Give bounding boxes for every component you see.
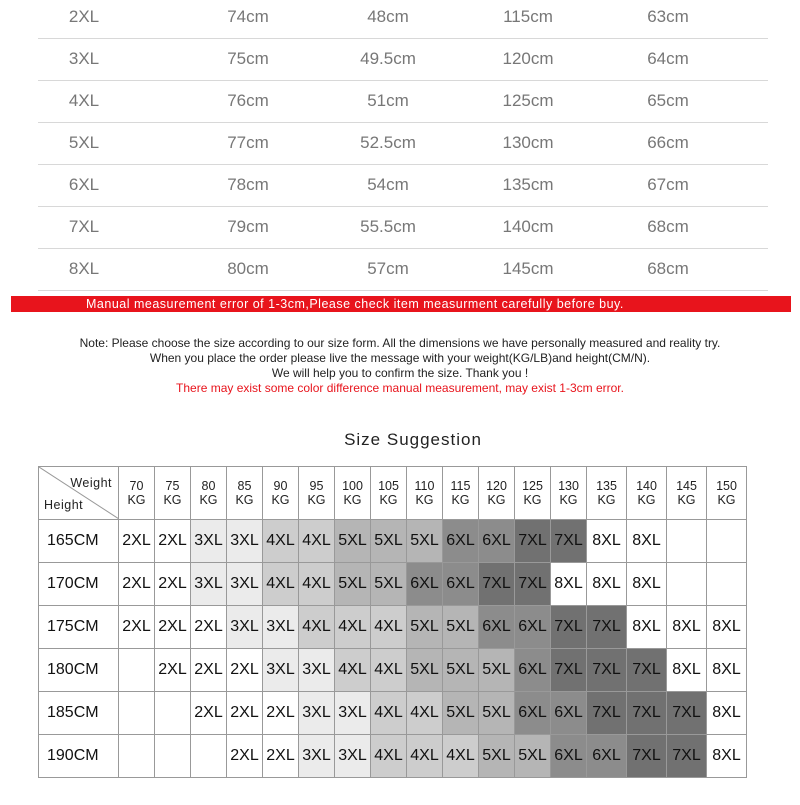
size-cell: 7XL bbox=[587, 692, 627, 735]
measurement-value: 120cm bbox=[502, 49, 554, 68]
size-cell: 7XL bbox=[627, 735, 667, 778]
weight-header: 110 KG bbox=[407, 467, 443, 520]
size-cell: 4XL bbox=[335, 649, 371, 692]
measurement-value: 54cm bbox=[367, 175, 409, 194]
size-cell: 7XL bbox=[667, 692, 707, 735]
size-cell: 3XL bbox=[227, 606, 263, 649]
height-row bbox=[39, 520, 747, 563]
row-divider bbox=[38, 290, 768, 291]
size-cell: 2XL bbox=[191, 649, 227, 692]
size-cell: 5XL bbox=[443, 692, 479, 735]
size-cell: 3XL bbox=[191, 563, 227, 606]
measurement-row bbox=[38, 123, 768, 165]
size-cell: 5XL bbox=[515, 735, 551, 778]
size-cell: 3XL bbox=[299, 735, 335, 778]
size-cell: 4XL bbox=[371, 692, 407, 735]
notes-block bbox=[0, 336, 800, 396]
weight-header: 140 KG bbox=[627, 467, 667, 520]
size-cell: 6XL bbox=[479, 606, 515, 649]
size-cell: 6XL bbox=[587, 735, 627, 778]
size-cell: 4XL bbox=[335, 606, 371, 649]
measurement-value: 79cm bbox=[227, 217, 269, 236]
weight-header: 90 KG bbox=[263, 467, 299, 520]
measurement-value: 145cm bbox=[502, 259, 554, 278]
measurement-size: 8XL bbox=[68, 259, 100, 278]
empty-cell bbox=[667, 563, 707, 606]
size-cell: 2XL bbox=[155, 563, 191, 606]
weight-header: 135 KG bbox=[587, 467, 627, 520]
size-cell: 3XL bbox=[227, 520, 263, 563]
size-cell: 4XL bbox=[263, 563, 299, 606]
measurement-value: 55.5cm bbox=[360, 217, 416, 236]
size-cell: 7XL bbox=[587, 649, 627, 692]
size-suggestion-title: Size Suggestion bbox=[344, 430, 482, 449]
size-cell: 5XL bbox=[443, 606, 479, 649]
measurement-value: 64cm bbox=[647, 49, 689, 68]
size-cell: 7XL bbox=[551, 520, 587, 563]
measurement-value: 52.5cm bbox=[360, 133, 416, 152]
measurement-value: 140cm bbox=[502, 217, 554, 236]
height-row bbox=[39, 649, 747, 692]
size-cell: 3XL bbox=[335, 692, 371, 735]
corner-height-label: Height bbox=[44, 498, 84, 512]
size-cell: 2XL bbox=[227, 649, 263, 692]
error-banner bbox=[11, 296, 791, 312]
size-cell: 6XL bbox=[479, 520, 515, 563]
weight-header: 95 KG bbox=[299, 467, 335, 520]
measurement-value: 135cm bbox=[502, 175, 554, 194]
measurement-value: 68cm bbox=[647, 217, 689, 236]
size-cell: 5XL bbox=[479, 692, 515, 735]
empty-cell bbox=[155, 692, 191, 735]
size-cell: 7XL bbox=[515, 520, 551, 563]
size-cell: 6XL bbox=[551, 735, 587, 778]
measurement-row bbox=[38, 81, 768, 123]
size-cell: 6XL bbox=[515, 606, 551, 649]
size-cell: 4XL bbox=[371, 606, 407, 649]
corner-weight-label: Weight bbox=[70, 476, 112, 490]
size-cell: 4XL bbox=[443, 735, 479, 778]
size-cell: 2XL bbox=[227, 692, 263, 735]
weight-header: 125 KG bbox=[515, 467, 551, 520]
measurement-value: 57cm bbox=[367, 259, 409, 278]
measurement-value: 115cm bbox=[503, 7, 553, 26]
size-cell: 5XL bbox=[407, 606, 443, 649]
size-cell: 5XL bbox=[371, 563, 407, 606]
size-cell: 2XL bbox=[155, 520, 191, 563]
measurement-value: 76cm bbox=[227, 91, 269, 110]
weight-header: 80 KG bbox=[191, 467, 227, 520]
empty-cell bbox=[707, 563, 747, 606]
size-cell: 3XL bbox=[191, 520, 227, 563]
measurement-row bbox=[38, 0, 768, 39]
size-cell: 3XL bbox=[263, 606, 299, 649]
height-row bbox=[39, 692, 747, 735]
size-cell: 8XL bbox=[707, 692, 747, 735]
size-cell: 6XL bbox=[515, 649, 551, 692]
size-cell: 4XL bbox=[407, 735, 443, 778]
measurement-row bbox=[38, 39, 768, 81]
size-cell: 2XL bbox=[119, 520, 155, 563]
size-cell: 3XL bbox=[335, 735, 371, 778]
size-cell: 6XL bbox=[407, 563, 443, 606]
size-cell: 8XL bbox=[587, 520, 627, 563]
size-cell: 4XL bbox=[299, 606, 335, 649]
size-cell: 5XL bbox=[479, 735, 515, 778]
size-cell: 4XL bbox=[299, 563, 335, 606]
weight-header: 105 KG bbox=[371, 467, 407, 520]
size-cell: 8XL bbox=[667, 649, 707, 692]
size-cell: 7XL bbox=[587, 606, 627, 649]
measurement-value: 78cm bbox=[227, 175, 269, 194]
size-cell: 5XL bbox=[335, 563, 371, 606]
empty-cell bbox=[119, 692, 155, 735]
size-cell: 8XL bbox=[587, 563, 627, 606]
size-cell: 3XL bbox=[299, 649, 335, 692]
size-cell: 6XL bbox=[551, 692, 587, 735]
measurement-value: 68cm bbox=[647, 259, 689, 278]
empty-cell bbox=[119, 735, 155, 778]
size-cell: 7XL bbox=[627, 649, 667, 692]
size-cell: 7XL bbox=[551, 606, 587, 649]
measurement-value: 65cm bbox=[647, 91, 689, 110]
size-cell: 5XL bbox=[407, 649, 443, 692]
note-line-1: Note: Please choose the size according to our size form. All the dimensions we have personally measured and reality try. bbox=[79, 336, 721, 350]
size-cell: 2XL bbox=[227, 735, 263, 778]
size-cell: 6XL bbox=[443, 520, 479, 563]
measurement-row bbox=[38, 207, 768, 249]
empty-cell bbox=[191, 735, 227, 778]
note-line-2: When you place the order please live the message with your weight(KG/LB)and height(CM/N). bbox=[149, 351, 651, 365]
size-cell: 5XL bbox=[335, 520, 371, 563]
size-cell: 3XL bbox=[227, 563, 263, 606]
height-row bbox=[39, 563, 747, 606]
size-cell: 7XL bbox=[667, 735, 707, 778]
weight-header: 150 KG bbox=[707, 467, 747, 520]
size-cell: 4XL bbox=[263, 520, 299, 563]
size-cell: 5XL bbox=[371, 520, 407, 563]
weight-header: 70 KG bbox=[119, 467, 155, 520]
size-cell: 7XL bbox=[551, 649, 587, 692]
height-label: 180CM bbox=[39, 649, 119, 692]
measurement-value: 125cm bbox=[502, 91, 554, 110]
measurement-value: 74cm bbox=[227, 7, 269, 26]
size-cell: 5XL bbox=[407, 520, 443, 563]
measurement-row bbox=[38, 249, 768, 291]
corner-header bbox=[39, 467, 119, 520]
size-cell: 2XL bbox=[119, 563, 155, 606]
empty-cell bbox=[119, 649, 155, 692]
measurement-value: 77cm bbox=[227, 133, 269, 152]
measurement-value: 48cm bbox=[367, 7, 409, 26]
size-cell: 2XL bbox=[191, 606, 227, 649]
height-label: 185CM bbox=[39, 692, 119, 735]
size-suggestion-table bbox=[38, 466, 747, 778]
error-banner-text: Manual measurement error of 1-3cm,Please check item measurment carefully before buy. bbox=[86, 297, 624, 311]
height-label: 170CM bbox=[39, 563, 119, 606]
size-cell: 2XL bbox=[191, 692, 227, 735]
measurement-value: 80cm bbox=[227, 259, 269, 278]
measurement-size: 6XL bbox=[68, 175, 100, 194]
height-label: 190CM bbox=[39, 735, 119, 778]
size-cell: 6XL bbox=[515, 692, 551, 735]
empty-cell bbox=[707, 520, 747, 563]
measurement-value: 63cm bbox=[647, 7, 689, 26]
size-cell: 7XL bbox=[479, 563, 515, 606]
weight-header: 120 KG bbox=[479, 467, 515, 520]
size-cell: 8XL bbox=[667, 606, 707, 649]
measurement-size: 3XL bbox=[68, 49, 100, 68]
size-cell: 2XL bbox=[155, 649, 191, 692]
size-cell: 2XL bbox=[263, 735, 299, 778]
size-cell: 2XL bbox=[119, 606, 155, 649]
size-cell: 6XL bbox=[443, 563, 479, 606]
weight-header: 115 KG bbox=[443, 467, 479, 520]
size-cell: 5XL bbox=[443, 649, 479, 692]
size-cell: 4XL bbox=[299, 520, 335, 563]
size-cell: 8XL bbox=[707, 606, 747, 649]
measurement-size: 7XL bbox=[68, 217, 100, 236]
measurement-value: 75cm bbox=[227, 49, 269, 68]
size-cell: 5XL bbox=[479, 649, 515, 692]
size-cell: 2XL bbox=[263, 692, 299, 735]
note-line-3: We will help you to confirm the size. Thank you ! bbox=[271, 366, 529, 380]
measurement-size: 4XL bbox=[68, 91, 100, 110]
weight-header: 75 KG bbox=[155, 467, 191, 520]
empty-cell bbox=[155, 735, 191, 778]
measurement-value: 51cm bbox=[367, 91, 409, 110]
height-row bbox=[39, 606, 747, 649]
size-cell: 4XL bbox=[371, 735, 407, 778]
note-line-4: There may exist some color difference manual measurement, may exist 1-3cm error. bbox=[176, 381, 624, 395]
measurement-size: 5XL bbox=[68, 133, 100, 152]
size-cell: 2XL bbox=[155, 606, 191, 649]
measurement-value: 49.5cm bbox=[360, 49, 416, 68]
height-label: 175CM bbox=[39, 606, 119, 649]
weight-header-row bbox=[39, 467, 747, 520]
weight-header: 130 KG bbox=[551, 467, 587, 520]
size-cell: 7XL bbox=[627, 692, 667, 735]
size-cell: 8XL bbox=[627, 606, 667, 649]
measurement-value: 130cm bbox=[502, 133, 554, 152]
weight-header: 145 KG bbox=[667, 467, 707, 520]
weight-header: 85 KG bbox=[227, 467, 263, 520]
empty-cell bbox=[667, 520, 707, 563]
size-cell: 4XL bbox=[407, 692, 443, 735]
height-row bbox=[39, 735, 747, 778]
size-cell: 3XL bbox=[263, 649, 299, 692]
measurement-value: 66cm bbox=[647, 133, 689, 152]
measurement-value: 67cm bbox=[647, 175, 689, 194]
weight-header: 100 KG bbox=[335, 467, 371, 520]
size-cell: 4XL bbox=[371, 649, 407, 692]
measurement-size: 2XL bbox=[68, 7, 100, 26]
measurement-row bbox=[38, 165, 768, 207]
size-cell: 8XL bbox=[707, 649, 747, 692]
height-label: 165CM bbox=[39, 520, 119, 563]
size-cell: 8XL bbox=[551, 563, 587, 606]
size-cell: 7XL bbox=[515, 563, 551, 606]
size-cell: 8XL bbox=[627, 520, 667, 563]
size-cell: 8XL bbox=[627, 563, 667, 606]
size-cell: 8XL bbox=[707, 735, 747, 778]
size-cell: 3XL bbox=[299, 692, 335, 735]
